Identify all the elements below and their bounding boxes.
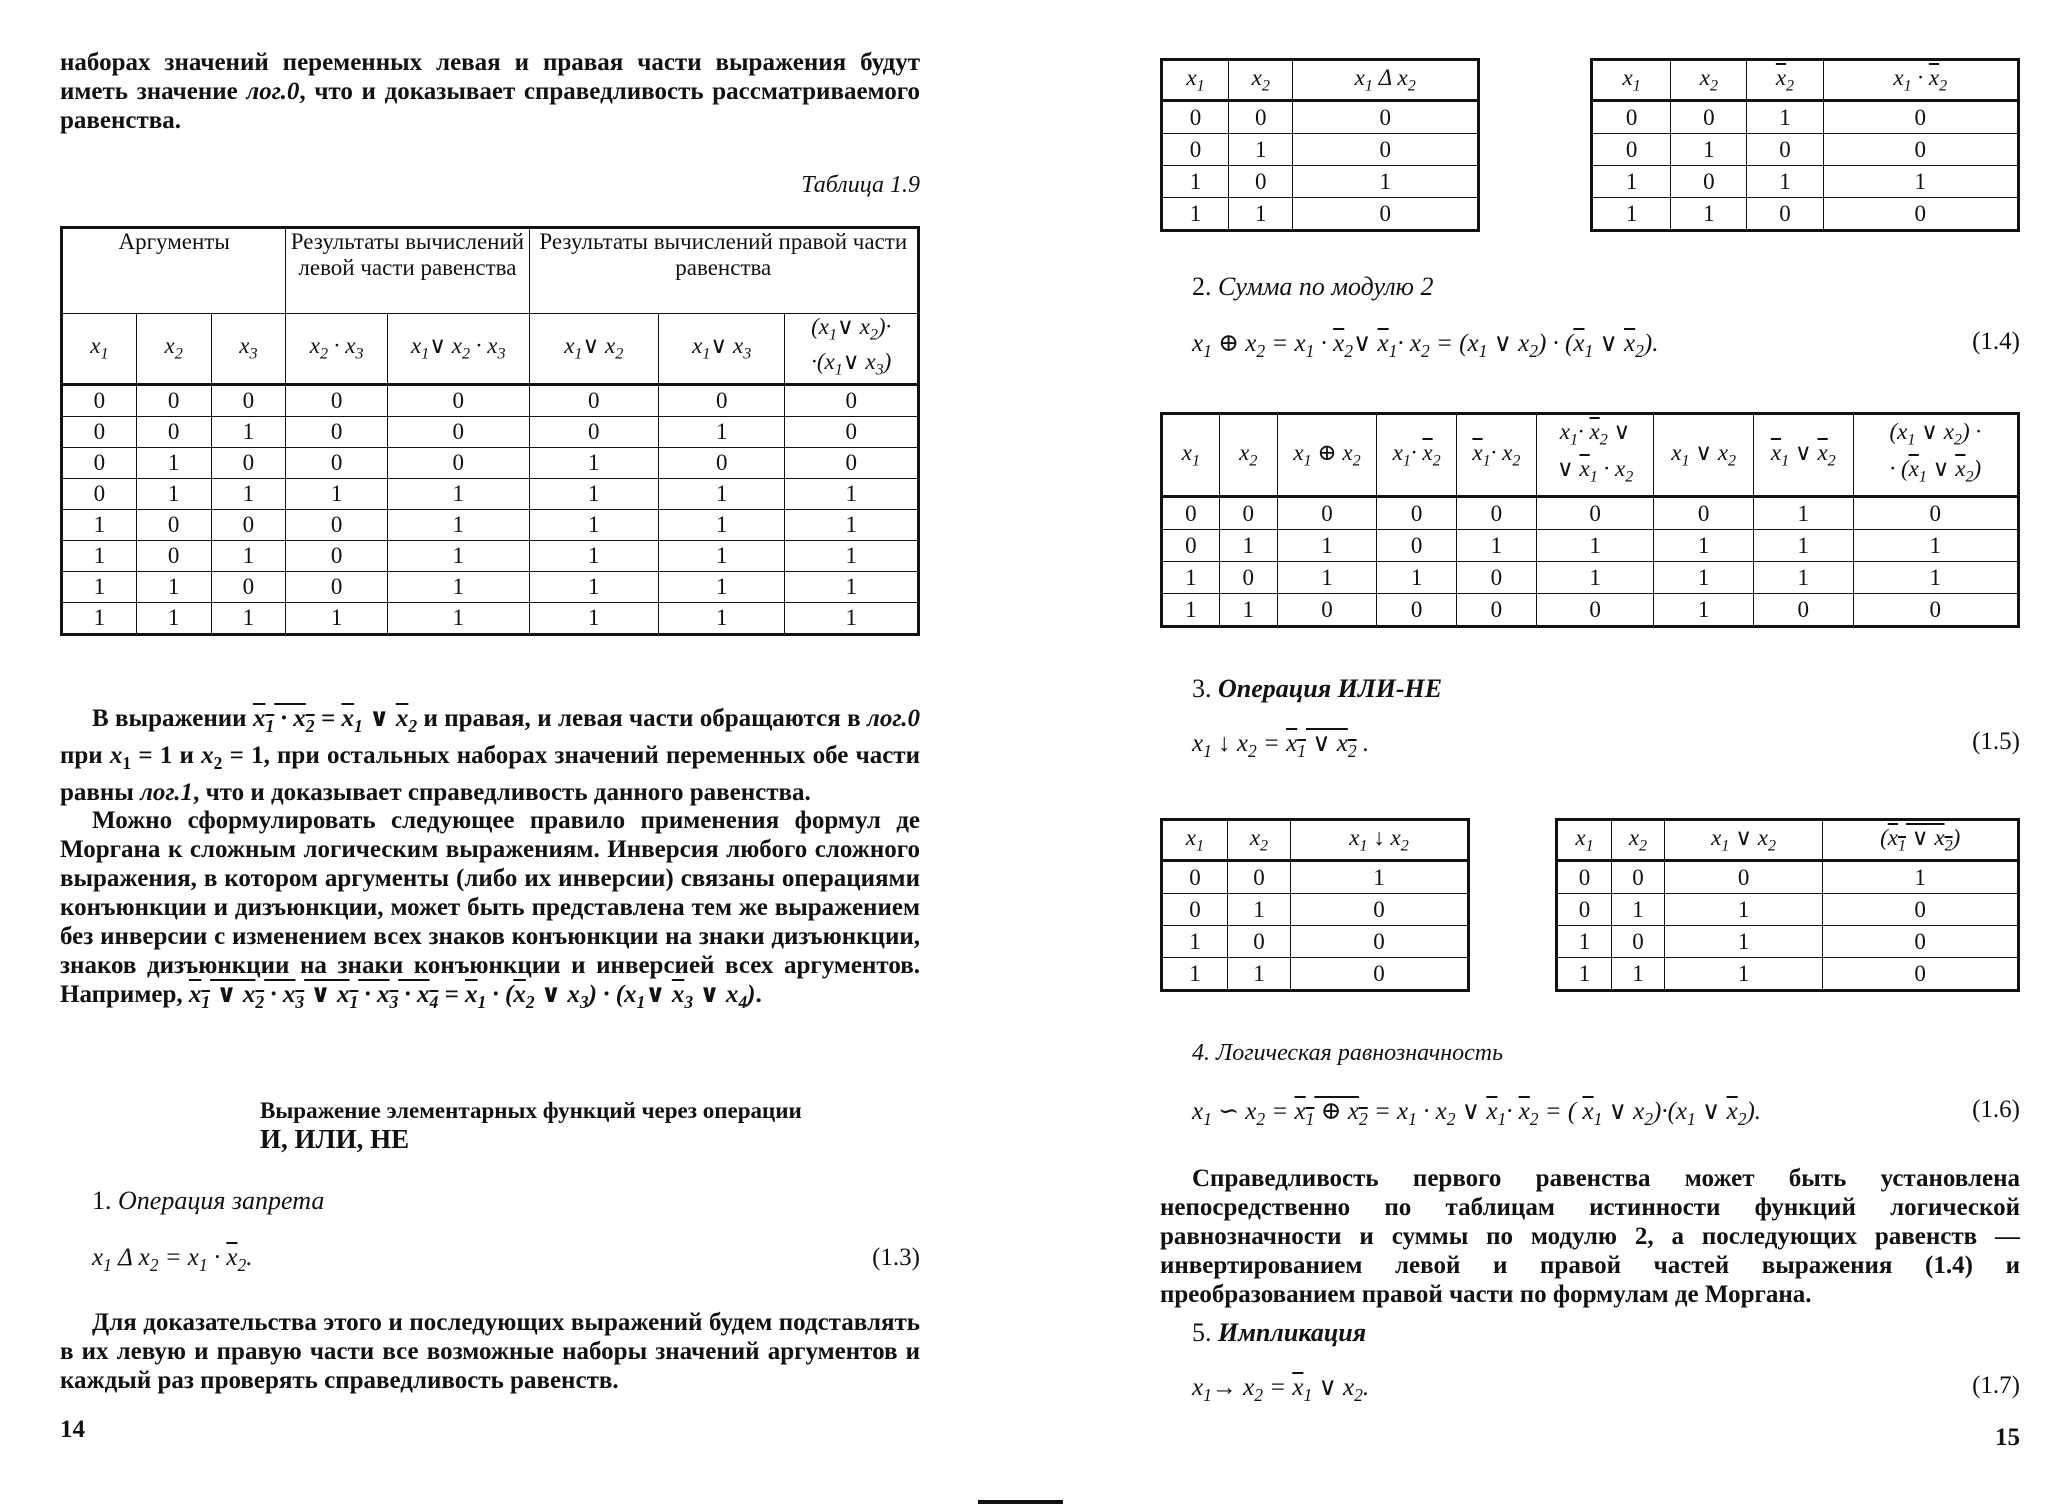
table-cell: 0 xyxy=(136,417,211,448)
table-row xyxy=(1162,958,1469,991)
group-header-left-results: Результаты вычислений левой части равенства xyxy=(286,228,529,314)
table-cell: 0 xyxy=(1823,926,2019,958)
col-x2: $x_2$ xyxy=(1219,414,1277,497)
table-cell: 0 xyxy=(1612,926,1665,958)
col-not-x1-and-x2: $\overline{x}_1\cdot x_2$ xyxy=(1457,414,1537,497)
col-x1: $x_1$ xyxy=(1162,60,1229,101)
eq-number-1-6: (1.6) xyxy=(1972,1096,2020,1123)
section-title xyxy=(260,1098,920,1155)
table-row xyxy=(62,448,919,479)
eq-number-1-5: (1.5) xyxy=(1972,728,2020,755)
table-row xyxy=(1162,562,2019,594)
table-cell: 0 xyxy=(1753,594,1853,627)
right-page xyxy=(1160,0,2020,1507)
table-row xyxy=(1162,530,2019,562)
col-x2: $x_2$ xyxy=(1229,60,1293,101)
table-cell: 0 xyxy=(62,417,137,448)
col-x2: $x_2$ xyxy=(136,314,211,385)
col-not-x1-or-x2: ($x_1$ ∨ $x_2$) xyxy=(1823,820,2019,861)
table-cell: 1 xyxy=(785,479,919,510)
table-body xyxy=(1557,861,2019,991)
table-cell: 0 xyxy=(785,385,919,417)
table-cell: 1 xyxy=(1162,958,1228,991)
item2-title: Сумма по модулю 2 xyxy=(1218,272,1434,301)
table-cell: 1 xyxy=(1162,198,1229,231)
table-cell: 1 xyxy=(1823,166,2019,198)
table-cell: 0 xyxy=(211,448,286,479)
table-row xyxy=(1162,861,1469,894)
paragraph-de-morgan-example: В выражении $x_1 \cdot x_2 = \overline{x}_1$ ∨ $\overline{x}_2$ и правая, и левая части обращаются в лог.0 при $x_1 = 1$ и $x_2 = 1$, при остальных наборах значений переменных обе части равны лог.1, что и доказывает справедливость данного равенства. xyxy=(60,705,920,806)
table-cell: 1 xyxy=(211,417,286,448)
table-body xyxy=(1162,861,1469,991)
eq-number-1-7: (1.7) xyxy=(1972,1372,2020,1399)
item5-number: 5. xyxy=(1192,1318,1212,1347)
col-x1: $x_1$ xyxy=(62,314,137,385)
group-header-arguments: Аргументы xyxy=(62,228,286,314)
table-cell: 0 xyxy=(1277,594,1377,627)
table-cell: 1 xyxy=(785,541,919,572)
table-cell: 0 xyxy=(1229,166,1293,198)
table-cell: 1 xyxy=(136,603,211,635)
table-cell: 1 xyxy=(785,510,919,541)
col-xor-expansion: $x_1\cdot \overline{x}_2$ ∨ ∨ $\overline{x}_1 \cdot x_2$ xyxy=(1536,414,1654,497)
table-cell: 0 xyxy=(785,417,919,448)
table-cell: 1 xyxy=(1612,958,1665,991)
table-row xyxy=(62,572,919,603)
table-cell: 0 xyxy=(785,448,919,479)
table-cell: 1 xyxy=(286,479,388,510)
table-cell: 0 xyxy=(1162,530,1220,562)
table-cell: 0 xyxy=(1291,926,1469,958)
col-x1-or-x2: $x_1$ ∨ $x_2$ xyxy=(1654,414,1754,497)
table-cell: 0 xyxy=(1293,134,1479,166)
table-cell: 0 xyxy=(1823,958,2019,991)
table-cell: 1 xyxy=(658,479,784,510)
table-cell: 0 xyxy=(1671,101,1747,134)
table-row xyxy=(1557,861,2019,894)
table-cell: 1 xyxy=(1753,562,1853,594)
table-cell: 1 xyxy=(136,448,211,479)
item1-title: Операция запрета xyxy=(118,1186,325,1215)
table-cell: 1 xyxy=(1293,166,1479,198)
item4-heading: 4. Логическая равнозначность xyxy=(1192,1040,1504,1066)
table-row xyxy=(1162,166,1479,198)
section-title-line2: И, ИЛИ, НЕ xyxy=(260,1124,410,1154)
table-cell: 1 xyxy=(1219,594,1277,627)
table-cell: 0 xyxy=(1377,497,1457,530)
table-cell: 1 xyxy=(1229,198,1293,231)
table-cell: 0 xyxy=(1227,861,1290,894)
table-row xyxy=(1557,958,2019,991)
col-x1-xor-x2: $x_1$ ⊕ $x_2$ xyxy=(1277,414,1377,497)
table-cell: 1 xyxy=(387,479,529,510)
table-cell: 0 xyxy=(136,385,211,417)
table-cell: 0 xyxy=(62,448,137,479)
formula-1-7: $x_1\to x_2 = \overline{x}_1$ ∨ $x_2$. (1.7) xyxy=(1192,1372,2020,1405)
table-cell: 1 xyxy=(1664,926,1823,958)
table-cell: 1 xyxy=(211,603,286,635)
table-cell: 0 xyxy=(286,385,388,417)
table-row xyxy=(1557,894,2019,926)
table-cell: 1 xyxy=(658,541,784,572)
table-row xyxy=(62,417,919,448)
table-cell: 1 xyxy=(1753,530,1853,562)
table-cell: 1 xyxy=(387,603,529,635)
table-cell: 1 xyxy=(1664,894,1823,926)
table-row xyxy=(1162,497,2019,530)
table-cell: 0 xyxy=(387,448,529,479)
table-cell: 0 xyxy=(286,510,388,541)
table-cell: 0 xyxy=(1457,497,1537,530)
table-cell: 1 xyxy=(1219,530,1277,562)
page-number-right: 15 xyxy=(1995,1424,2020,1451)
table-cell: 0 xyxy=(1536,594,1654,627)
table-cell: 1 xyxy=(286,603,388,635)
table-cell: 0 xyxy=(1671,166,1747,198)
eq-number-1-4: (1.4) xyxy=(1972,328,2020,355)
table-cell: 0 xyxy=(1853,497,2018,530)
table-row xyxy=(1592,134,2019,166)
col-x1-and-not-x2: $x_1 \cdot \overline{x}_2$ xyxy=(1823,60,2019,101)
table-cell: 0 xyxy=(1457,562,1537,594)
col-product: ($x_1\vee$ $x_2)\cdot$ $\cdot(x_1\vee$ $x_3$) xyxy=(785,314,919,385)
table-cell: 1 xyxy=(136,479,211,510)
item1-number: 1. xyxy=(92,1186,112,1215)
table-cell: 1 xyxy=(1823,861,2019,894)
table-row xyxy=(1592,198,2019,231)
item5-heading xyxy=(1192,1318,1366,1348)
col-x3: $x_3$ xyxy=(211,314,286,385)
table-cell: 1 xyxy=(658,603,784,635)
truth-table-or-negation xyxy=(1555,818,2020,992)
table-cell: 0 xyxy=(1219,497,1277,530)
table-cell: 0 xyxy=(286,448,388,479)
table-cell: 0 xyxy=(211,510,286,541)
table-cell: 1 xyxy=(1227,894,1290,926)
table-cell: 1 xyxy=(1536,530,1654,562)
table-body xyxy=(1162,497,2019,627)
col-x1: $x_1$ xyxy=(1162,820,1228,861)
table-cell: 0 xyxy=(1747,198,1823,231)
table-cell: 1 xyxy=(1377,562,1457,594)
col-x2: $x_2$ xyxy=(1671,60,1747,101)
table-cell: 0 xyxy=(1162,894,1228,926)
table-cell: 0 xyxy=(286,417,388,448)
col-x1-or-x3: $x_1\vee$ $x_3$ xyxy=(658,314,784,385)
table-cell: 1 xyxy=(387,510,529,541)
table-row xyxy=(1557,926,2019,958)
table-cell: 0 xyxy=(1823,101,2019,134)
eq-number-1-3: (1.3) xyxy=(872,1244,920,1271)
table-cell: 1 xyxy=(1162,562,1220,594)
table-cell: 1 xyxy=(1747,101,1823,134)
intro-paragraph: наборах значений переменных левая и правая части выражения будут иметь значение лог.0, что и доказывает справедливость рассматриваемого равенства. xyxy=(60,49,920,134)
table-row xyxy=(62,479,919,510)
table-cell: 0 xyxy=(62,385,137,417)
paragraph-de-morgan-rule: Можно сформулировать следующее правило применения формул де Моргана к сложным логическим выражениям. Инверсия любого сложного выражения, в котором аргументы (либо их инверсии) связаны операциями конъюнкции и дизъюнкции, может быть представлена тем же выражением без инверсии с изменением всех знаков конъюнкции на знаки дизъюнкции, знаков дизъюнкции на знаки конъюнкции и инверсией всех аргументов. Например, $x_1$ ∨ $x_2 \cdot x_3$ ∨ $x_1 \cdot x_3 \cdot x_4 = \overline{x}_1 \cdot (\overline{x}_2$ ∨ $x_3$) · ($x_1\vee$ $\overline{x}_3$ ∨ $x_4$). xyxy=(60,807,920,1012)
truth-table-xor xyxy=(1160,412,2020,628)
table-cell: 0 xyxy=(1162,497,1220,530)
table-cell: 1 xyxy=(1277,562,1377,594)
table-cell: 0 xyxy=(1664,861,1823,894)
table-cell: 0 xyxy=(1291,894,1469,926)
table-cell: 1 xyxy=(529,510,658,541)
table-cell: 0 xyxy=(1457,594,1537,627)
table-row xyxy=(62,385,919,417)
table-row xyxy=(1162,894,1469,926)
item3-number: 3. xyxy=(1192,674,1212,703)
table-cell: 1 xyxy=(529,448,658,479)
table-cell: 1 xyxy=(1664,958,1823,991)
table-cell: 0 xyxy=(1557,894,1612,926)
table-cell: 1 xyxy=(529,541,658,572)
col-x2: $x_2$ xyxy=(1227,820,1290,861)
table-cell: 1 xyxy=(658,510,784,541)
table-cell: 0 xyxy=(1227,926,1290,958)
table-cell: 1 xyxy=(211,541,286,572)
table-cell: 0 xyxy=(529,385,658,417)
table-cell: 0 xyxy=(1654,497,1754,530)
table-row xyxy=(1592,166,2019,198)
col-x1: $x_1$ xyxy=(1557,820,1612,861)
item3-heading xyxy=(1192,674,1442,704)
table-cell: 1 xyxy=(211,479,286,510)
table-cell: 0 xyxy=(1293,101,1479,134)
left-page xyxy=(60,0,920,1507)
item2-heading xyxy=(1192,272,1434,302)
table-row xyxy=(62,541,919,572)
table-cell: 1 xyxy=(529,603,658,635)
formula-1-3: $x_1$ Δ $x_2 = x_1 \cdot \overline{x}_2$. (1.3) xyxy=(92,1244,920,1275)
table-cell: 1 xyxy=(387,541,529,572)
table-cell: 1 xyxy=(62,603,137,635)
table-cell: 1 xyxy=(1747,166,1823,198)
truth-table-1-9 xyxy=(60,226,920,636)
col-x1-or-x2: $x_1\vee$ $x_2$ xyxy=(529,314,658,385)
table-cell: 1 xyxy=(1592,166,1671,198)
table-cell: 0 xyxy=(387,385,529,417)
table-cell: 1 xyxy=(1557,926,1612,958)
item5-title: Импликация xyxy=(1218,1318,1367,1347)
table-row xyxy=(62,603,919,635)
col-x1-nor-x2: $x_1$ ↓ $x_2$ xyxy=(1291,820,1469,861)
table-row xyxy=(1162,594,2019,627)
truth-table-nor xyxy=(1160,818,1470,992)
table-cell: 1 xyxy=(1592,198,1671,231)
table-cell: 1 xyxy=(1654,562,1754,594)
table-cell: 0 xyxy=(1823,134,2019,166)
table-cell: 1 xyxy=(62,510,137,541)
table-cell: 0 xyxy=(62,479,137,510)
truth-table-prohibition xyxy=(1160,58,1480,232)
table-cell: 0 xyxy=(136,510,211,541)
table-body xyxy=(1162,101,1479,231)
table-cell: 1 xyxy=(1557,958,1612,991)
table-cell: 1 xyxy=(136,572,211,603)
table-cell: 0 xyxy=(211,385,286,417)
table-cell: 0 xyxy=(1293,198,1479,231)
table-cell: 1 xyxy=(1536,562,1654,594)
table-row xyxy=(1162,134,1479,166)
table-cell: 1 xyxy=(1457,530,1537,562)
binding-mark xyxy=(978,1500,1063,1504)
table-cell: 0 xyxy=(1557,861,1612,894)
table-cell: 1 xyxy=(62,572,137,603)
item3-title: Операция ИЛИ-НЕ xyxy=(1218,674,1443,703)
section-title-line1: Выражение элементарных функций через операции xyxy=(260,1098,802,1123)
table-cell: 1 xyxy=(1853,562,2018,594)
table-cell: 0 xyxy=(1377,530,1457,562)
table-cell: 0 xyxy=(1162,101,1229,134)
table-cell: 0 xyxy=(1823,894,2019,926)
table-cell: 0 xyxy=(1229,101,1293,134)
table-cell: 1 xyxy=(1291,861,1469,894)
table-cell: 0 xyxy=(1592,134,1671,166)
table-cell: 1 xyxy=(785,572,919,603)
table-caption: Таблица 1.9 xyxy=(801,172,920,198)
col-x1: $x_1$ xyxy=(1162,414,1220,497)
table-cell: 0 xyxy=(529,417,658,448)
table-cell: 1 xyxy=(785,603,919,635)
table-cell: 1 xyxy=(1162,166,1229,198)
table-cell: 1 xyxy=(658,417,784,448)
table-cell: 0 xyxy=(286,541,388,572)
table-row xyxy=(1162,101,1479,134)
col-x1-or-x2-and-x3: $x_1\vee$ $x_2 \cdot x_3$ xyxy=(387,314,529,385)
table-cell: 0 xyxy=(1536,497,1654,530)
item2-number: 2. xyxy=(1192,272,1212,301)
table-row xyxy=(1592,101,2019,134)
col-x1-and-not-x2: $x_1\cdot \overline{x}_2$ xyxy=(1377,414,1457,497)
table-cell: 0 xyxy=(211,572,286,603)
col-x2: $x_2$ xyxy=(1612,820,1665,861)
col-not-x1-or-not-x2: $\overline{x}_1$ ∨ $\overline{x}_2$ xyxy=(1753,414,1853,497)
page-number-left: 14 xyxy=(60,1416,85,1443)
formula-1-4: $x_1$ ⊕ $x_2 = x_1$ · $\overline{x}_2\vee$ $\overline{x}_1\cdot x_2 = (x_1$ ∨ $x_2) \cdot (\overline{x}_1$ ∨ $\overline{x}_2$). (1.4) xyxy=(1192,328,2020,361)
table-row xyxy=(1162,198,1479,231)
table-cell: 1 xyxy=(1227,958,1290,991)
table-cell: 1 xyxy=(1654,530,1754,562)
col-not-x2: $\overline{x}_2$ xyxy=(1747,60,1823,101)
group-header-right-results: Результаты вычислений правой части равенства xyxy=(529,228,918,314)
table-cell: 0 xyxy=(1853,594,2018,627)
table-row xyxy=(1162,926,1469,958)
table-cell: 1 xyxy=(1162,926,1228,958)
table-cell: 1 xyxy=(1853,530,2018,562)
table-cell: 0 xyxy=(387,417,529,448)
table-cell: 1 xyxy=(1162,594,1220,627)
truth-table-body xyxy=(62,385,919,635)
truth-table-conjunction-negation xyxy=(1590,58,2020,232)
table-row xyxy=(62,510,919,541)
table-cell: 1 xyxy=(658,572,784,603)
table-cell: 1 xyxy=(1753,497,1853,530)
table-body xyxy=(1592,101,2019,231)
col-x2-and-x3: $x_2 \cdot x_3$ xyxy=(286,314,388,385)
col-x1: $x_1$ xyxy=(1592,60,1671,101)
table-cell: 0 xyxy=(1612,861,1665,894)
formula-1-6: $x_1$ ∽ $x_2 = x_1$ ⊕ $x_2 = x_1 \cdot x_2$ ∨ $\overline{x}_1\cdot \overline{x}_2$ = ( $\overline{x}_1$ ∨ $x_2)\cdot(x_1$ ∨ $\overline{x}_2$). (1.6) xyxy=(1192,1096,2020,1129)
item1-heading xyxy=(92,1186,324,1216)
table-cell: 0 xyxy=(1291,958,1469,991)
table-cell: 0 xyxy=(1377,594,1457,627)
table-cell: 1 xyxy=(1671,134,1747,166)
col-xor-product: ($x_1$ ∨ $x_2$) · · ($\overline{x}_1$ ∨ $\overline{x}_2$) xyxy=(1853,414,2018,497)
table-cell: 1 xyxy=(1277,530,1377,562)
table-cell: 0 xyxy=(1219,562,1277,594)
table-cell: 0 xyxy=(1747,134,1823,166)
table-cell: 0 xyxy=(1823,198,2019,231)
table-cell: 1 xyxy=(529,572,658,603)
table-cell: 0 xyxy=(658,385,784,417)
table-cell: 1 xyxy=(1612,894,1665,926)
paragraph-proof: Для доказательства этого и последующих выражений будем подставлять в их левую и правую части все возможные наборы значений аргументов и каждый раз проверять справедливость равенств. xyxy=(60,1309,920,1394)
table-cell: 0 xyxy=(1162,134,1229,166)
table-cell: 0 xyxy=(286,572,388,603)
table-cell: 1 xyxy=(529,479,658,510)
table-cell: 1 xyxy=(62,541,137,572)
col-x1-delta-x2: $x_1$ Δ $x_2$ xyxy=(1293,60,1479,101)
table-cell: 0 xyxy=(1592,101,1671,134)
table-cell: 0 xyxy=(136,541,211,572)
table-cell: 1 xyxy=(1671,198,1747,231)
table-cell: 1 xyxy=(387,572,529,603)
col-x1-or-x2: $x_1$ ∨ $x_2$ xyxy=(1664,820,1823,861)
formula-1-5: $x_1$ ↓ $x_2 = x_1$ ∨ $x_2$ . (1.5) xyxy=(1192,728,2020,761)
table-cell: 0 xyxy=(1277,497,1377,530)
paragraph-equivalence: Справедливость первого равенства может быть установлена непосредственно по таблицам истинности функций логической равнозначности и суммы по модулю 2, а последующих равенств — инвертированием левой и правой частей выражения (1.4) и преобразованием правой части по формулам де Моргана. xyxy=(1160,1165,2020,1308)
table-cell: 1 xyxy=(1229,134,1293,166)
table-cell: 1 xyxy=(1654,594,1754,627)
table-cell: 0 xyxy=(1162,861,1228,894)
table-cell: 0 xyxy=(658,448,784,479)
